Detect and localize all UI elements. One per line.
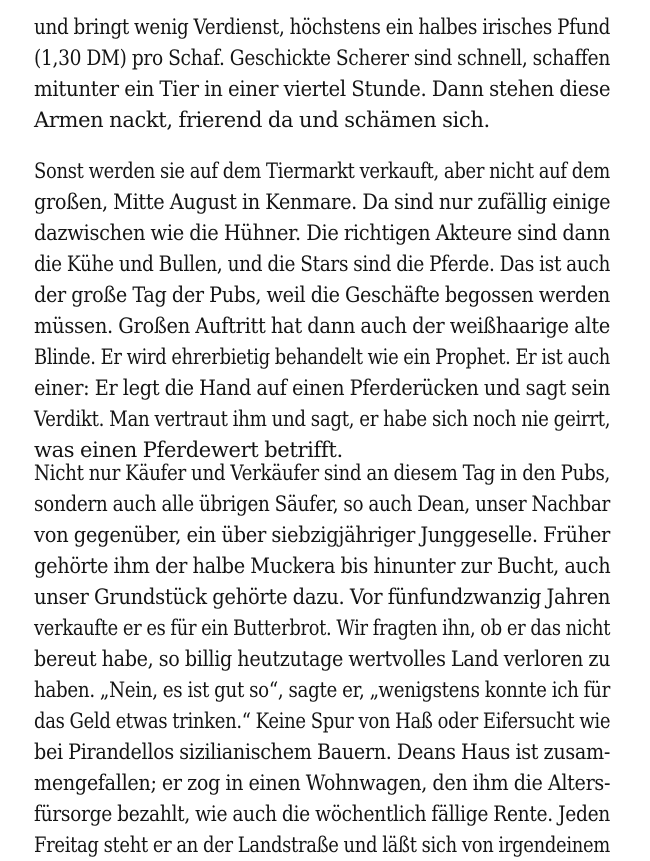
text-line: fürsorge bezahlt, wie auch die wöchentlich fällige Rente. Jeden [34, 802, 610, 826]
paragraph-1 [34, 12, 610, 136]
text-line: (1,30 DM) pro Schaf. Geschickte Scherer sind schnell, schaffen [34, 46, 610, 70]
text-line: bei Pirandellos sizilianischem Bauern. Deans Haus ist zusam- [34, 740, 610, 764]
text-line: und bringt wenig Verdienst, höchstens ein halbes irisches Pfund [34, 15, 610, 39]
text-line: Sonst werden sie auf dem Tiermarkt verkauft, aber nicht auf dem [34, 159, 610, 183]
text-line: von gegenüber, ein über siebzigjähriger Junggeselle. Früher [34, 523, 611, 547]
text-line: der große Tag der Pubs, weil die Geschäfte begossen werden [34, 283, 610, 307]
text-line: sondern auch alle übrigen Säufer, so auch Dean, unser Nachbar [34, 492, 610, 516]
text-line: Armen nackt, frierend da und schämen sich. [34, 108, 490, 132]
text-line: das Geld etwas trinken.“ Keine Spur von Haß oder Eifersucht wie [34, 709, 611, 733]
text-line: gehörte ihm der halbe Muckera bis hinunter zur Bucht, auch [34, 554, 611, 578]
text-line: was einen Pferdewert betrifft. [34, 438, 343, 462]
text-line: unser Grundstück gehörte dazu. Vor fünfundzwanzig Jahren [34, 585, 611, 609]
text-line: Blinde. Er wird ehrerbietig behandelt wie ein Prophet. Er ist auch [34, 345, 610, 369]
paragraph-2 [34, 156, 610, 466]
text-line: Verdikt. Man vertraut ihm und sagt, er habe sich noch nie geirrt, [34, 407, 611, 431]
text-line: einer: Er legt die Hand auf einen Pferderücken und sagt sein [34, 376, 610, 400]
text-line: verkaufte er es für ein Butterbrot. Wir fragten ihn, ob er das nicht [34, 616, 611, 640]
text-line: mengefallen; er zog in einen Wohnwagen, den ihm die Alters- [34, 771, 611, 795]
text-line: haben. „Nein, es ist gut so“, sagte er, „wenigstens konnte ich für [34, 678, 610, 702]
text-line: dazwischen wie die Hühner. Die richtigen Akteure sind dann [34, 221, 611, 245]
text-line: müssen. Großen Auftritt hat dann auch der weißhaarige alte [34, 314, 610, 338]
text-line: Freitag steht er an der Landstraße und läßt sich von irgendeinem [34, 833, 610, 857]
text-line: großen, Mitte August in Kenmare. Da sind nur zufällig einige [34, 190, 611, 214]
text-line: die Kühe und Bullen, und die Stars sind die Pferde. Das ist auch [34, 252, 611, 276]
text-line: mitunter ein Tier in einer viertel Stunde. Dann stehen diese [34, 77, 611, 101]
paragraph-3 [34, 458, 610, 861]
text-line: Nicht nur Käufer und Verkäufer sind an diesem Tag in den Pubs, [34, 461, 611, 485]
text-line: bereut habe, so billig heutzutage wertvolles Land verloren zu [34, 647, 611, 671]
